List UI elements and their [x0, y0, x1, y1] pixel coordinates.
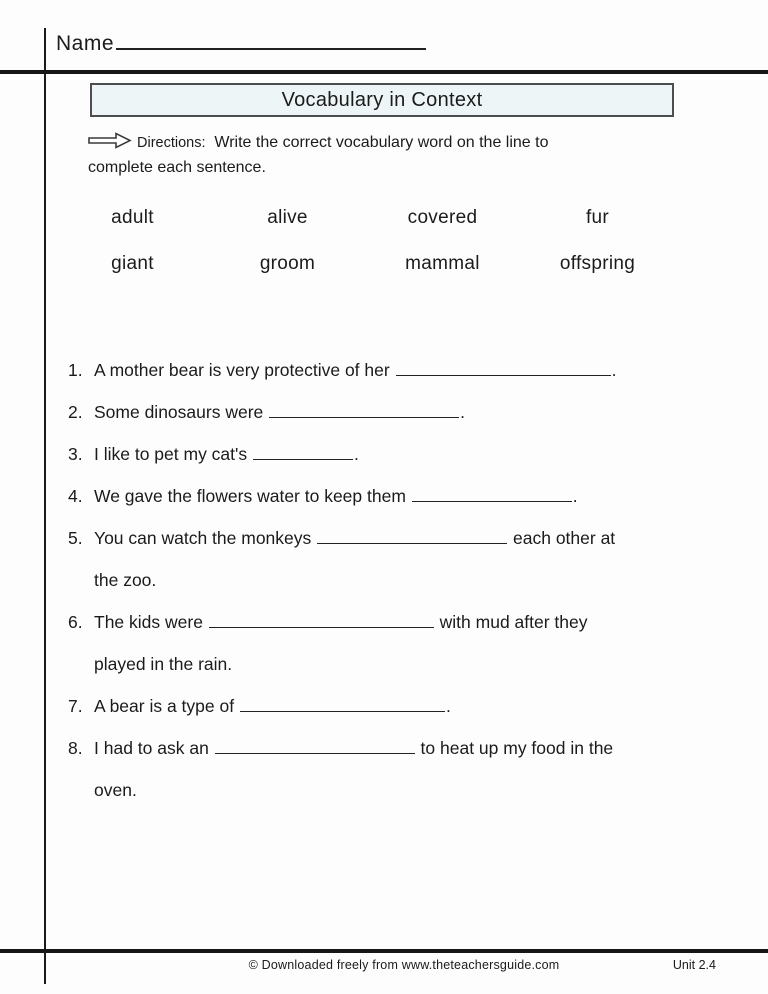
- sentence-text: We gave the flowers water to keep them: [94, 486, 411, 506]
- directions-line1: Write the correct vocabulary word on the line to: [214, 134, 549, 151]
- bottom-divider-rule: [0, 949, 768, 953]
- sentence-number: 3.: [68, 444, 83, 464]
- word-bank-word: covered: [407, 207, 478, 228]
- sentence-text: I had to ask an: [94, 738, 214, 758]
- sentence-text: .: [572, 486, 578, 506]
- sentence-text: to heat up my food in the: [415, 738, 614, 758]
- name-label: Name: [56, 32, 115, 55]
- top-divider-rule: [0, 70, 768, 74]
- sentence-text: the zoo.: [94, 570, 157, 590]
- sentence-text: A bear is a type of: [94, 696, 239, 716]
- sentence-text: each other at: [508, 528, 616, 548]
- directions-label: Directions:: [137, 135, 206, 151]
- sentence-number: 4.: [68, 486, 83, 506]
- sentence-text: oven.: [94, 780, 137, 800]
- answer-blank[interactable]: [240, 696, 445, 712]
- sentence-item: [68, 727, 712, 811]
- sentence-text: .: [353, 444, 359, 464]
- sentence-item: [68, 433, 712, 475]
- directions-line2: complete each sentence.: [88, 159, 266, 176]
- sentence-item: [68, 475, 712, 517]
- answer-blank[interactable]: [269, 402, 459, 418]
- sentence-text: played in the rain.: [94, 654, 233, 674]
- sentence-number: 2.: [68, 402, 83, 422]
- word-bank-word: groom: [259, 253, 316, 274]
- word-bank-word: offspring: [559, 253, 636, 274]
- footer-unit-label: Unit 2.4: [672, 958, 716, 972]
- sentence-text: The kids were: [94, 612, 208, 632]
- sentence-number: 1.: [68, 360, 83, 380]
- sentence-text: with mud after they: [434, 612, 588, 632]
- word-bank: [55, 200, 675, 282]
- footer-copyright: © Downloaded freely from www.theteachersguide.com: [248, 958, 560, 972]
- sentence-number: 8.: [68, 738, 83, 758]
- answer-blank[interactable]: [412, 486, 572, 502]
- right-arrow-icon: [88, 132, 132, 156]
- answer-blank[interactable]: [209, 612, 434, 628]
- sentence-text: .: [460, 402, 465, 422]
- title-box: [90, 83, 674, 117]
- answer-blank[interactable]: [215, 738, 415, 754]
- answer-blank[interactable]: [317, 528, 507, 544]
- name-blank[interactable]: [116, 30, 426, 50]
- sentence-text: .: [445, 696, 451, 716]
- word-bank-word: alive: [267, 207, 308, 228]
- sentence-item: [68, 391, 712, 433]
- answer-blank[interactable]: [253, 444, 353, 460]
- word-bank-word: mammal: [405, 253, 480, 274]
- sentence-item: [68, 601, 712, 685]
- sentence-list: [68, 349, 712, 811]
- sentence-number: 7.: [68, 696, 83, 716]
- sentence-number: 5.: [68, 528, 83, 548]
- sentence-number: 6.: [68, 612, 83, 632]
- directions-block: [88, 131, 698, 179]
- word-bank-word: fur: [585, 207, 610, 228]
- answer-blank[interactable]: [396, 360, 611, 376]
- left-margin-rule: [44, 28, 46, 984]
- sentence-text: You can watch the monkeys: [94, 528, 317, 548]
- word-bank-word: adult: [111, 207, 154, 228]
- sentence-item: [68, 685, 712, 727]
- sentence-text: A mother bear is very protective of her: [94, 360, 395, 380]
- name-row: [56, 30, 426, 56]
- sentence-item: [68, 349, 712, 391]
- page-title: Vocabulary in Context: [281, 88, 483, 111]
- sentence-text: .: [611, 360, 617, 380]
- sentence-text: I like to pet my cat's: [94, 444, 252, 464]
- word-bank-word: giant: [111, 253, 154, 274]
- sentence-text: Some dinosaurs were: [94, 402, 269, 422]
- sentence-item: [68, 517, 712, 601]
